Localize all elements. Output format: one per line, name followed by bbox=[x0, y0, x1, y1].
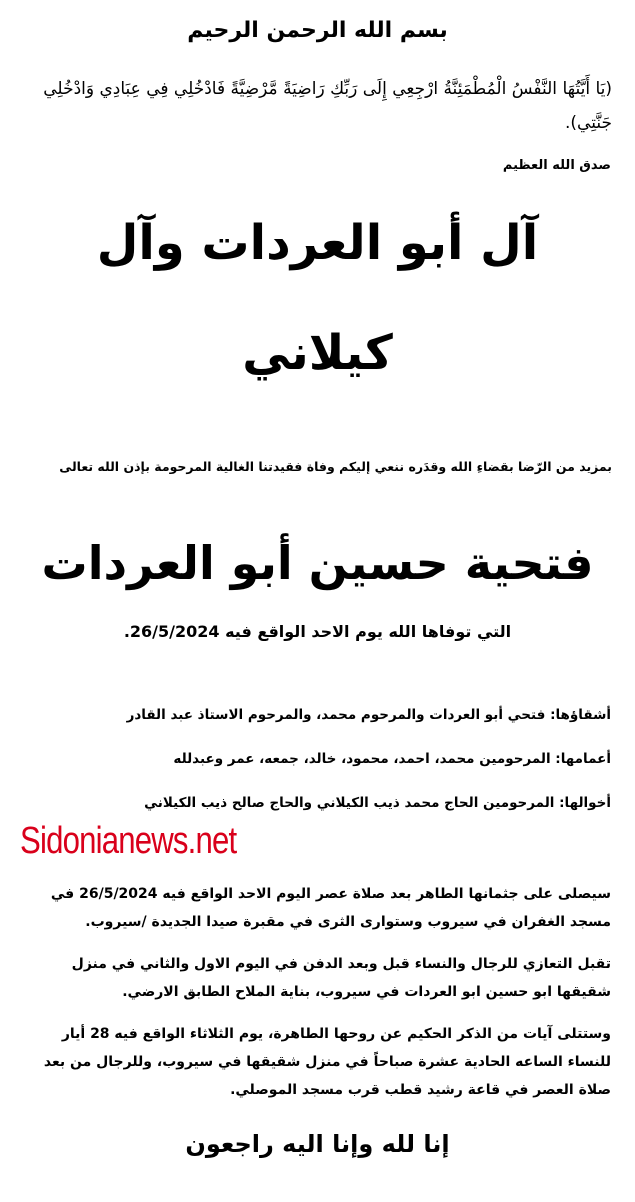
uncles-line: أعمامها: المرحومين محمد، احمد، محمود، خالد، جمعه، عمر وعبدلله bbox=[173, 751, 611, 767]
sadaq-line: صدق الله العظيم bbox=[502, 158, 611, 173]
closing-phrase: إنا لله وإنا اليه راجعون bbox=[185, 1130, 450, 1158]
watermark-text: Sidonianews.net bbox=[20, 820, 237, 862]
relatives-list bbox=[23, 700, 611, 832]
recitation-paragraph: وستتلى آيات من الذكر الحكيم عن روحها الطاهرة، يوم الثلاثاء الواقع فيه 28 أيار للنساء الساعه الحادية عشرة صباحاً في منزل شقيقها في سيروب، وللرجال من بعد صلاة العصر في قاعة رشيد قطب قرب مسجد الموصلي. bbox=[43, 1026, 611, 1098]
family-names-line2: كيلاني bbox=[242, 325, 393, 381]
death-date-line: التي توفاها الله يوم الاحد الواقع فيه 26/5/2024. bbox=[123, 622, 512, 641]
brothers-line: أشقاؤها: فتحي أبو العردات والمرحوم محمد، والمرحوم الاستاذ عبد القادر bbox=[126, 707, 611, 723]
details-section bbox=[23, 880, 611, 1118]
maternal-uncles-line: أخوالها: المرحومين الحاج محمد ذيب الكيلاني والحاج صالح ذيب الكيلاني bbox=[144, 795, 611, 811]
intro-text: بمزيد من الرّضا بقضاءِ الله وقدَره ننعي إليكم وفاة فقيدتنا الغالية المرحومة بإذن الله تعالى bbox=[59, 459, 612, 474]
prayer-paragraph: سيصلى على جثمانها الطاهر بعد صلاة عصر اليوم الاحد الواقع فيه 26/5/2024 في مسجد الغفران في سيروب وستوارى الثرى في مقبرة صيدا الجديدة /سيروب. bbox=[50, 886, 611, 930]
family-names-line1: آل أبو العردات وآل bbox=[96, 215, 539, 271]
quran-verse: (يَا أَيَّتُهَا النَّفْسُ الْمُطْمَئِنَّةُ ارْجِعِي إِلَى رَبِّكِ رَاضِيَةً مَّرْضِيَّةً فَادْخُلِي فِي عِبَادِي وَادْخُلِي جَنَّتِي). bbox=[43, 79, 612, 133]
basmala-heading: بسم الله الرحمن الرحيم bbox=[187, 18, 448, 43]
condolences-paragraph: تقبل التعازي للرجال والنساء قبل وبعد الدفن في اليوم الاول والثاني في منزل شقيقها ابو حسين ابو العردات في سيروب، بناية الملاح الطابق الارضي. bbox=[71, 956, 611, 1000]
deceased-name: فتحية حسين أبو العردات bbox=[41, 536, 594, 590]
